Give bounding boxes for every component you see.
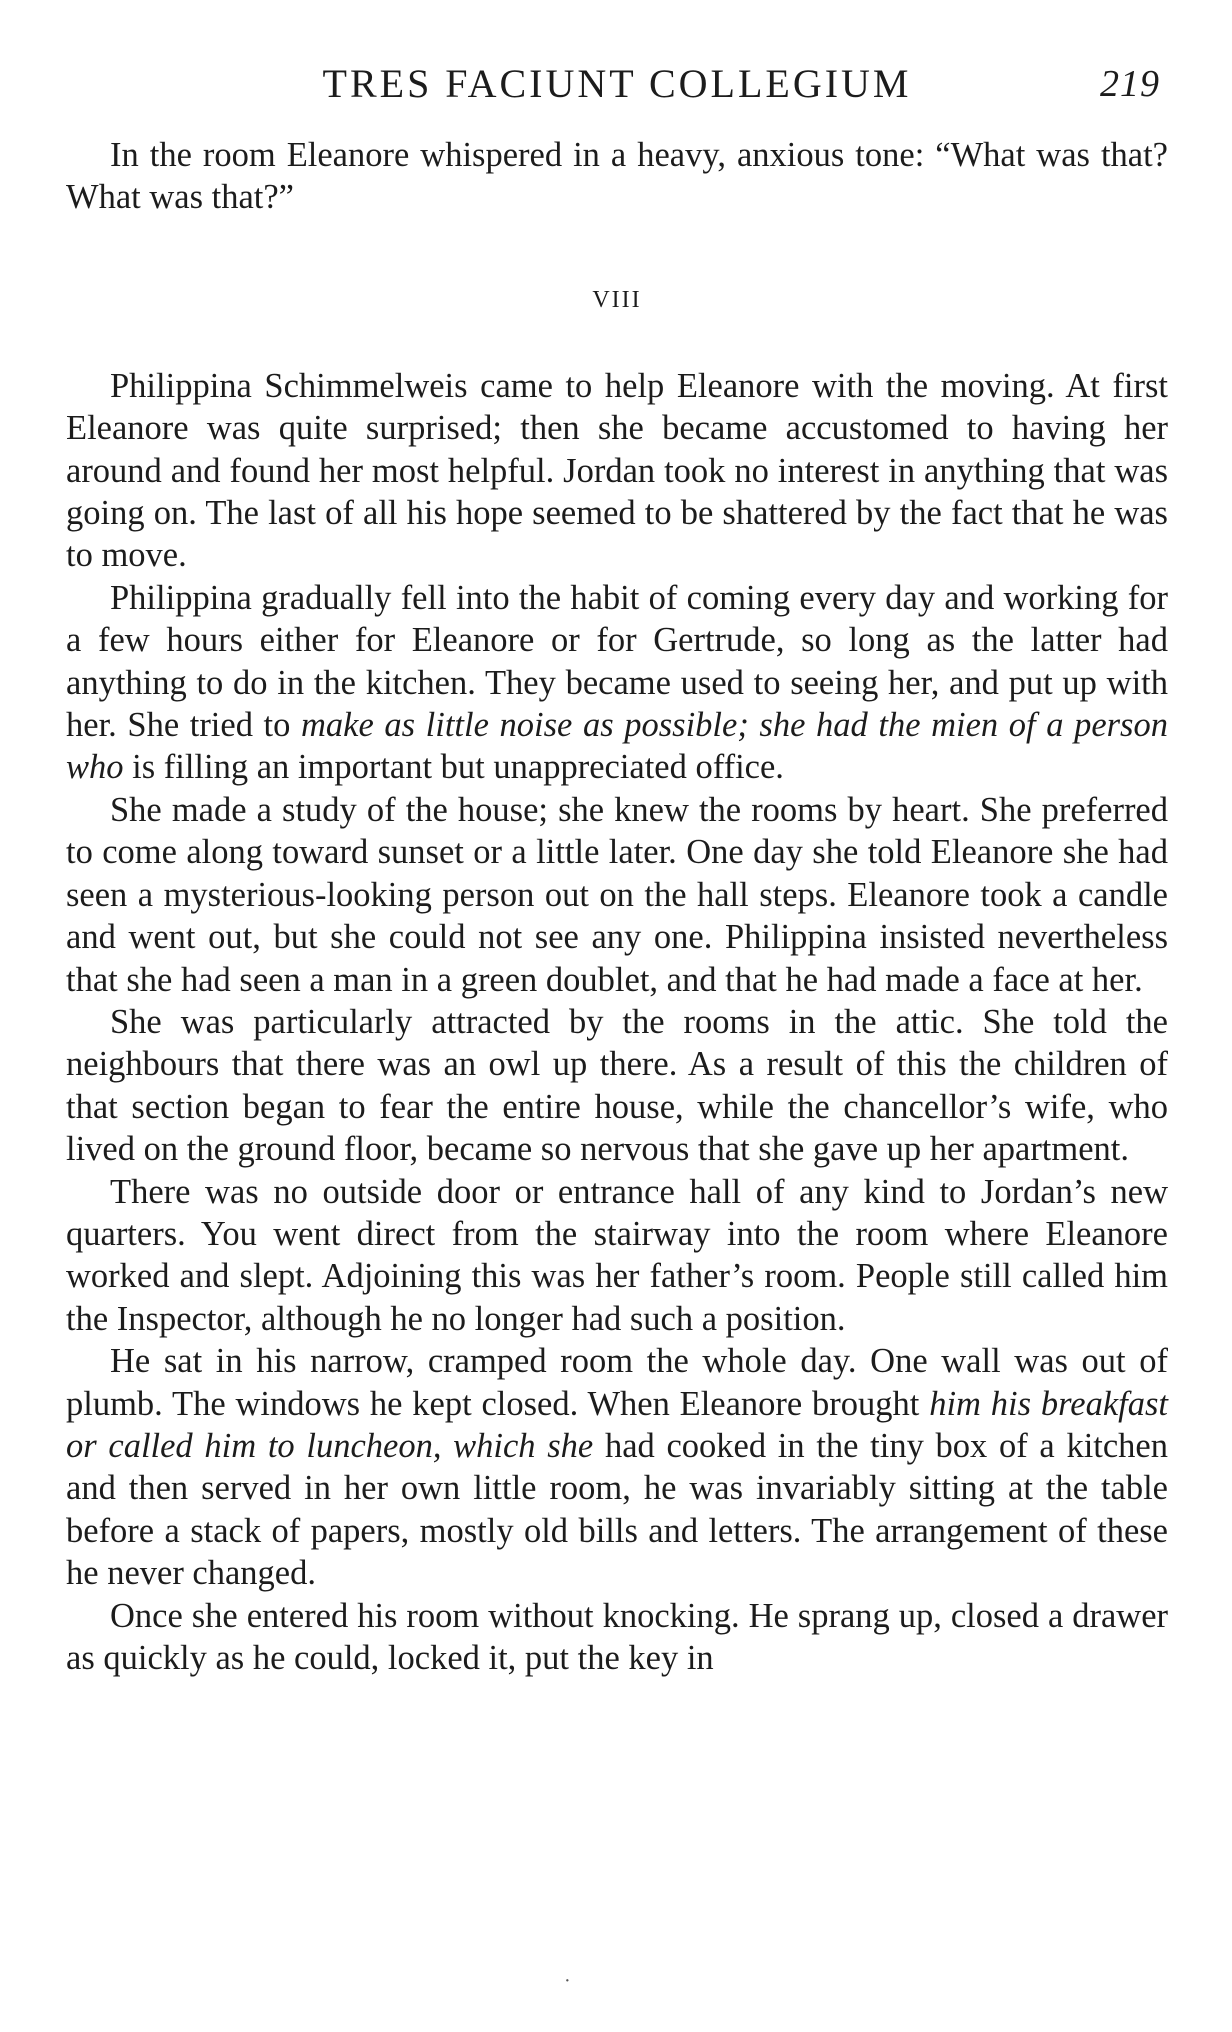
page-number: 219 [1100, 63, 1160, 105]
paragraph [66, 1340, 1168, 1594]
paragraph: She made a study of the house; she knew the rooms by heart. She preferred to come along toward sunset or a little later. One day she told Eleanore she had seen a mysterious-looking person out on the hall steps. Eleanore took a candle and went out, but she could not see any one. Philippina insisted nevertheless that she had seen a man in a green doublet, and that he had made a face at her. [66, 790, 1168, 999]
section-heading: VIII [592, 286, 642, 313]
paragraph: Once she entered his room without knocking. He sprang up, closed a drawer as quickly as he could, locked it, put the key in [66, 1596, 1168, 1677]
paragraph: Philippina Schimmelweis came to help Eleanore with the moving. At first Eleanore was quite surprised; then she became accustomed to having her around and found her most helpful. Jordan took no interest in anything that was going on. The last of all his hope seemed to be shattered by the fact that he was to move. [66, 366, 1168, 575]
paragraph: There was no outside door or entrance hall of any kind to Jordan’s new quarters. You went direct from the stairway into the room where Eleanore worked and slept. Adjoining this was her father’s room. People still called him the Inspector, although he no longer had such a position. [66, 1172, 1168, 1338]
paragraph [66, 577, 1168, 789]
paragraph-text: Philippina gradually fell into the habit of coming every day and working for a few hours either for Eleanore or for Gertrude, so long as the latter had anything to do in the kitchen. They became used to seeing her, and put up with her. She tried to [66, 578, 1168, 745]
paragraph-text: He sat in his narrow, cramped room the whole day. One wall was out of plumb. The windows he kept closed. When Eleanore brought [66, 1342, 1168, 1423]
page-header [66, 56, 1168, 116]
running-title: TRES FACIUNT COLLEGIUM [322, 61, 912, 106]
paragraph-text: had cooked in the tiny box of a kitchen and then served in her own little room, he was invariably sitting at the table before a stack of papers, mostly old bills and letters. The arrangement of these he never changed. [66, 1426, 1168, 1593]
body-text [66, 134, 1168, 1679]
paragraph-text: is filling an important but unappreciated office. [123, 748, 784, 787]
paragraph: She was particularly attracted by the rooms in the attic. She told the neighbours that there was an owl up there. As a result of this the children of that section began to fear the entire house, while the chancellor’s wife, who lived on the ground floor, became so nervous that she gave up her apartment. [66, 1002, 1168, 1169]
paragraph: In the room Eleanore whispered in a heavy, anxious tone: “What was that? What was that?” [66, 136, 1168, 217]
print-speck: · [564, 1970, 571, 1992]
italic-text: make as little noise as possible; she had the mien of a person who [66, 706, 1168, 787]
italic-text: him his breakfast or called him to luncheon, which she [66, 1384, 1168, 1465]
